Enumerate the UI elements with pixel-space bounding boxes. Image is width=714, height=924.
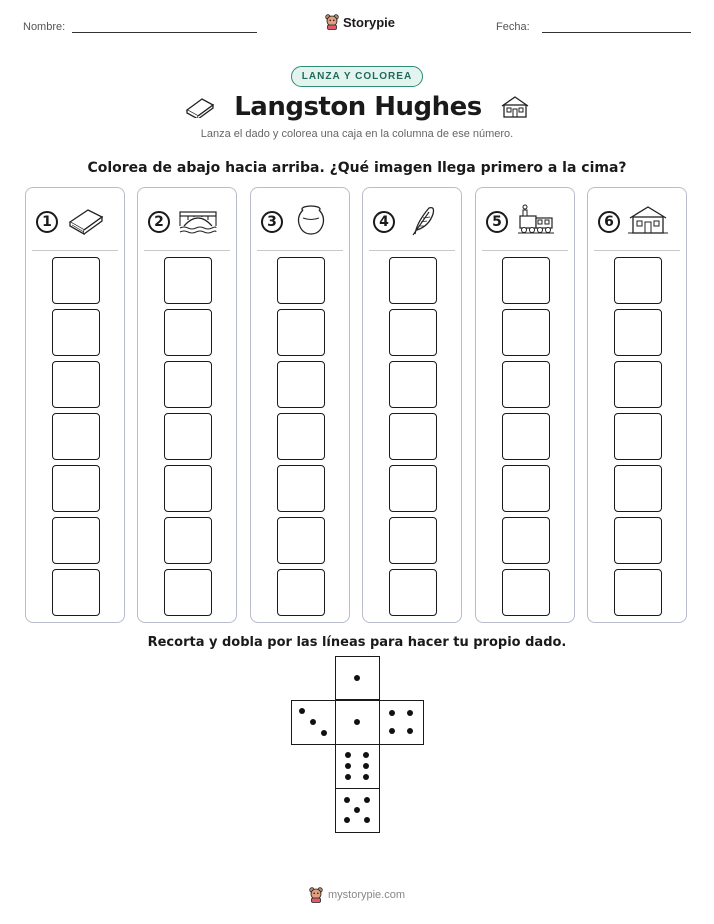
feather-icon — [403, 204, 443, 241]
pip — [389, 710, 395, 716]
bear-icon — [325, 14, 339, 30]
column-6 — [587, 187, 687, 623]
color-box[interactable] — [164, 361, 212, 408]
brand-name: Storypie — [343, 14, 396, 30]
name-label: Nombre: — [23, 21, 66, 33]
pip — [354, 675, 360, 681]
color-box[interactable] — [502, 517, 550, 564]
color-box[interactable] — [277, 257, 325, 304]
die-face-1b — [335, 700, 380, 745]
pip — [344, 797, 350, 803]
color-box[interactable] — [502, 361, 550, 408]
color-box[interactable] — [277, 413, 325, 460]
die-face-1 — [335, 656, 380, 700]
pip — [354, 807, 360, 813]
brand-logo — [325, 14, 395, 30]
color-box[interactable] — [277, 309, 325, 356]
column-divider — [257, 250, 343, 251]
color-box[interactable] — [389, 361, 437, 408]
page-title: Langston Hughes — [234, 92, 482, 122]
color-box[interactable] — [52, 465, 100, 512]
color-box[interactable] — [277, 465, 325, 512]
color-box[interactable] — [164, 569, 212, 616]
pip — [299, 708, 305, 714]
color-box[interactable] — [614, 257, 662, 304]
column-number: 5 — [486, 211, 508, 233]
color-box[interactable] — [52, 413, 100, 460]
train-icon — [516, 204, 556, 241]
column-5 — [475, 187, 575, 623]
color-box[interactable] — [277, 361, 325, 408]
date-label: Fecha: — [496, 21, 530, 33]
pip — [310, 719, 316, 725]
color-box[interactable] — [52, 569, 100, 616]
color-box[interactable] — [502, 465, 550, 512]
bear-icon — [309, 887, 323, 903]
column-number: 2 — [148, 211, 170, 233]
color-box[interactable] — [614, 465, 662, 512]
column-number: 6 — [598, 211, 620, 233]
pip — [407, 728, 413, 734]
color-box[interactable] — [614, 569, 662, 616]
color-box[interactable] — [389, 309, 437, 356]
color-box[interactable] — [389, 413, 437, 460]
name-line[interactable] — [72, 32, 257, 33]
color-box[interactable] — [277, 569, 325, 616]
pot-icon — [291, 204, 331, 241]
title-row — [0, 92, 714, 122]
pip — [407, 710, 413, 716]
footer — [309, 887, 405, 903]
bridge-icon — [178, 204, 218, 241]
color-box[interactable] — [502, 569, 550, 616]
pip — [363, 774, 369, 780]
column-divider — [482, 250, 568, 251]
column-header — [373, 202, 451, 242]
pip — [363, 752, 369, 758]
pip — [344, 817, 350, 823]
column-header — [486, 202, 564, 242]
color-box[interactable] — [614, 517, 662, 564]
house-icon — [628, 204, 668, 241]
pip — [364, 797, 370, 803]
column-1 — [25, 187, 125, 623]
color-box[interactable] — [164, 309, 212, 356]
color-box[interactable] — [52, 361, 100, 408]
die-face-4 — [379, 700, 424, 745]
activity-badge: LANZA Y COLOREA — [291, 66, 423, 87]
date-line[interactable] — [542, 32, 691, 33]
book-icon — [66, 204, 106, 241]
color-box[interactable] — [389, 257, 437, 304]
column-number: 1 — [36, 211, 58, 233]
column-number: 4 — [373, 211, 395, 233]
column-2 — [137, 187, 237, 623]
column-divider — [144, 250, 230, 251]
color-box[interactable] — [52, 517, 100, 564]
column-4 — [362, 187, 462, 623]
pip — [345, 752, 351, 758]
die-face-5 — [335, 788, 380, 833]
pip — [321, 730, 327, 736]
color-box[interactable] — [389, 465, 437, 512]
color-box[interactable] — [164, 413, 212, 460]
color-box[interactable] — [164, 517, 212, 564]
book-icon — [184, 96, 216, 118]
pip — [345, 774, 351, 780]
column-3 — [250, 187, 350, 623]
color-box[interactable] — [52, 257, 100, 304]
column-header — [148, 202, 226, 242]
color-box[interactable] — [52, 309, 100, 356]
pip — [364, 817, 370, 823]
color-box[interactable] — [164, 257, 212, 304]
pip — [389, 728, 395, 734]
column-header — [598, 202, 676, 242]
column-header — [261, 202, 339, 242]
color-box[interactable] — [389, 517, 437, 564]
column-divider — [369, 250, 455, 251]
color-box[interactable] — [614, 361, 662, 408]
color-box[interactable] — [164, 465, 212, 512]
subtitle: Lanza el dado y colorea una caja en la columna de ese número. — [200, 128, 514, 140]
house-icon — [500, 95, 530, 119]
die-face-6 — [335, 744, 380, 789]
instruction: Colorea de abajo hacia arriba. ¿Qué imagen llega primero a la cima? — [87, 160, 627, 176]
color-box[interactable] — [502, 309, 550, 356]
column-divider — [32, 250, 118, 251]
column-header — [36, 202, 114, 242]
color-box[interactable] — [614, 309, 662, 356]
column-number: 3 — [261, 211, 283, 233]
color-box[interactable] — [502, 257, 550, 304]
color-box[interactable] — [614, 413, 662, 460]
footer-url: mystorypie.com — [327, 889, 406, 901]
color-box[interactable] — [502, 413, 550, 460]
pip — [354, 719, 360, 725]
color-box[interactable] — [389, 569, 437, 616]
die-face-3 — [291, 700, 336, 745]
pip — [363, 763, 369, 769]
color-box[interactable] — [277, 517, 325, 564]
cutout-instruction: Recorta y dobla por las líneas para hacer tu propio dado. — [147, 635, 567, 650]
column-divider — [594, 250, 680, 251]
pip — [345, 763, 351, 769]
